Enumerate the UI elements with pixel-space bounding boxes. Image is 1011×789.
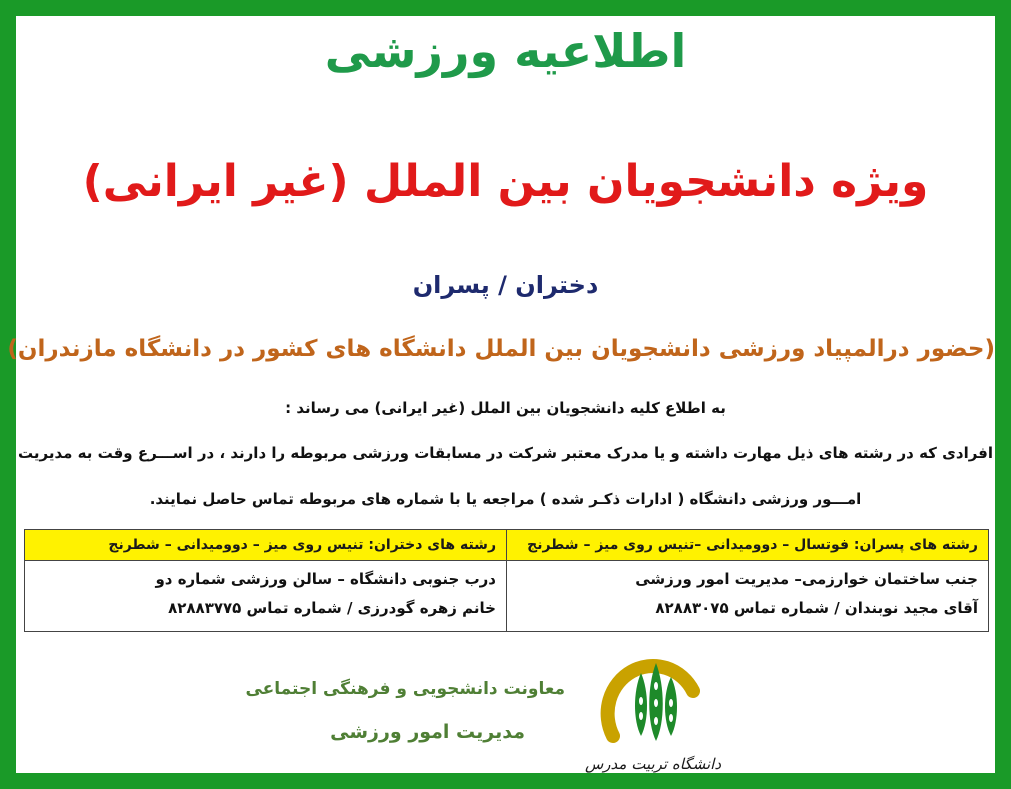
girls-sports-header: رشته های دختران: تنیس روی میز – دوومیدانی – شطرنج <box>25 530 507 561</box>
notice-subtitle: ویژه دانشجویان بین الملل (غیر ایرانی) <box>82 156 929 207</box>
boys-sports-header: رشته های پسران: فوتسال – دوومیدانی –تنیس روی میز – شطرنج <box>507 530 989 561</box>
office-name: مدیریت امور ورزشی <box>330 721 525 743</box>
girls-contact-cell <box>25 561 507 632</box>
girls-location: درب جنوبی دانشگاه – سالن ورزشی شماره دو <box>155 570 496 588</box>
notice-title: اطلاعیه ورزشی <box>324 24 687 78</box>
event-heading: (حضور درالمپیاد ورزشی دانشجویان بین الملل دانشگاه های کشور در دانشگاه مازندران) <box>7 336 995 362</box>
body-line-2: امـــور ورزشی دانشگاه ( ادارات ذکـر شده ) مراجعه یا با شماره های مربوطه تماس حاصل نمایند. <box>149 490 862 508</box>
boys-location: جنب ساختمان خوارزمی– مدیریت امور ورزشی <box>635 570 978 588</box>
department-name: معاونت دانشجویی و فرهنگی اجتماعی <box>245 679 565 699</box>
sports-info-table <box>24 529 989 632</box>
girls-contact: خانم زهره گودرزی / شماره تماس ۸۲۸۸۳۷۷۵ <box>168 599 496 617</box>
boys-contact-cell <box>507 561 989 632</box>
table-row <box>25 561 989 632</box>
notice-frame <box>7 16 995 773</box>
table-header-row <box>25 530 989 561</box>
university-logo <box>583 641 723 776</box>
boys-contact: آقای مجید نوبندان / شماره تماس ۸۲۸۸۳۰۷۵ <box>655 599 978 617</box>
gender-heading: دختران / پسران <box>412 271 599 299</box>
body-line-1: افرادی که در رشته های ذیل مهارت داشته و یا مدرک معتبر شرکت در مسابقات ورزشی مربوطه را دارند ، در اســـرع وقت به مدیریت <box>17 444 994 462</box>
logo-text: دانشگاه تربیت مدرس <box>585 755 721 773</box>
intro-text: به اطلاع کلیه دانشجویان بین الملل (غیر ایرانی) می رساند : <box>285 399 726 417</box>
